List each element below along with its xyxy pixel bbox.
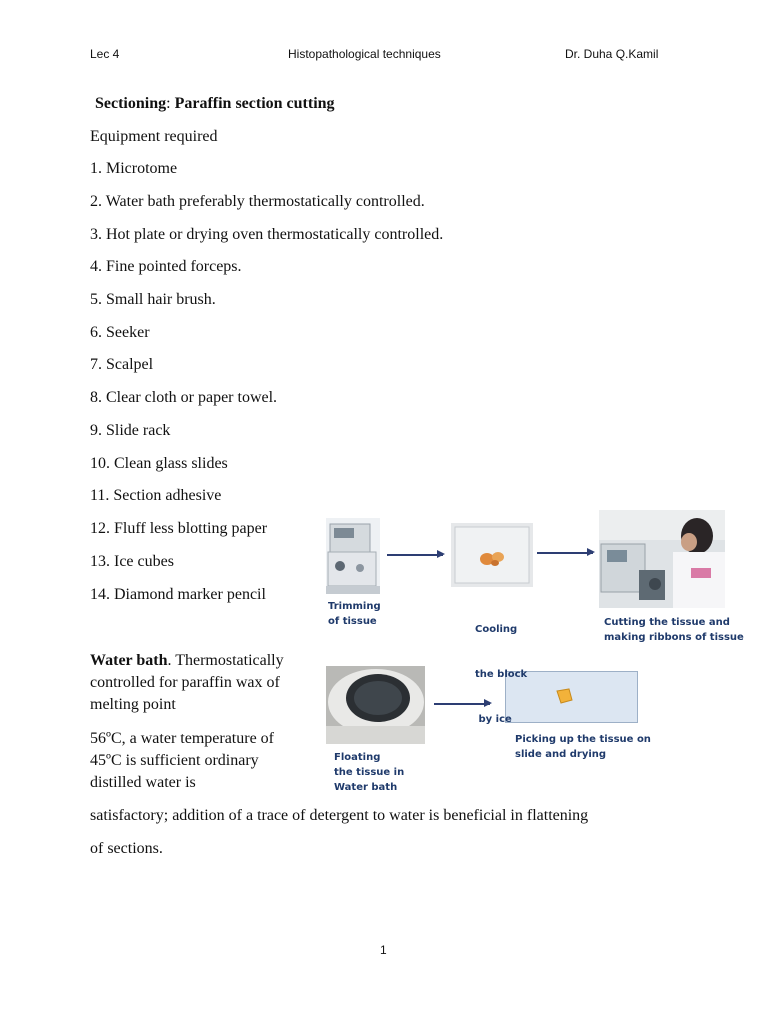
- water-bath-line-3: melting point: [90, 696, 176, 713]
- water-bath-line-2: controlled for paraffin wax of: [90, 674, 280, 691]
- equipment-heading: Equipment required: [90, 128, 218, 145]
- list-item: 11. Section adhesive: [90, 487, 222, 504]
- section-title: [95, 95, 335, 113]
- section-title-rest: Paraffin section cutting: [174, 95, 335, 112]
- list-item: 8. Clear cloth or paper towel.: [90, 389, 278, 406]
- caption-line: the block: [475, 669, 528, 680]
- caption-trimming: [328, 599, 381, 629]
- header-title: Histopathological techniques: [288, 47, 441, 61]
- cutting-photo: [599, 510, 725, 608]
- cooling-photo: [451, 523, 533, 587]
- caption-line: Picking up the tissue on: [515, 734, 651, 745]
- caption-line: Trimming: [328, 601, 381, 612]
- arrow-trim-to-cool: [387, 554, 443, 556]
- page-number: 1: [380, 943, 387, 957]
- list-item: 6. Seeker: [90, 324, 150, 341]
- continuation-line-2: of sections.: [90, 840, 163, 857]
- list-item: 3. Hot plate or drying oven thermostatically controlled.: [90, 226, 444, 243]
- caption-line: the tissue in: [334, 767, 405, 778]
- header-lecture: Lec 4: [90, 47, 120, 61]
- water-temp-line-2: 45ºC is sufficient ordinary: [90, 752, 259, 769]
- caption-line: of tissue: [328, 616, 377, 627]
- caption-line: Cooling: [475, 624, 518, 635]
- list-item: 5. Small hair brush.: [90, 291, 216, 308]
- list-item: 2. Water bath preferably thermostatically controlled.: [90, 193, 425, 210]
- list-item: 10. Clean glass slides: [90, 455, 228, 472]
- list-item: 1. Microtome: [90, 160, 178, 177]
- section-title-bold: Sectioning: [95, 95, 167, 112]
- caption-floating: [334, 750, 404, 790]
- list-item: 7. Scalpel: [90, 356, 154, 373]
- water-bath-line-1: [90, 652, 284, 670]
- header-author: Dr. Duha Q.Kamil: [565, 47, 659, 61]
- caption-cooling: [475, 592, 527, 742]
- continuation-line-1: satisfactory; addition of a trace of detergent to water is beneficial in flattening: [90, 807, 589, 824]
- water-bath-text: . Thermostatically: [167, 652, 284, 669]
- water-bath-label: Water bath: [90, 652, 168, 669]
- caption-line: by ice: [475, 714, 512, 725]
- water-temp-line-3: distilled water is: [90, 774, 196, 791]
- list-item: 14. Diamond marker pencil: [90, 586, 266, 603]
- caption-line: making ribbons of tissue: [604, 632, 744, 643]
- caption-cutting: [604, 615, 744, 645]
- caption-picking: [515, 732, 651, 762]
- caption-line: slide and drying: [515, 749, 607, 760]
- water-bath-photo: [326, 666, 425, 744]
- caption-line: Water bath: [334, 782, 398, 790]
- water-temp-line-1: 56ºC, a water temperature of: [90, 730, 274, 747]
- section-title-sep: :: [166, 95, 175, 112]
- microtome-photo: [326, 518, 380, 594]
- list-item: 13. Ice cubes: [90, 553, 174, 570]
- caption-line: Floating: [334, 752, 381, 763]
- list-item: 12. Fluff less blotting paper: [90, 520, 268, 537]
- list-item: 9. Slide rack: [90, 422, 171, 439]
- arrow-cool-to-cut: [537, 552, 593, 554]
- list-item: 4. Fine pointed forceps.: [90, 258, 242, 275]
- caption-line: Cutting the tissue and: [604, 617, 730, 628]
